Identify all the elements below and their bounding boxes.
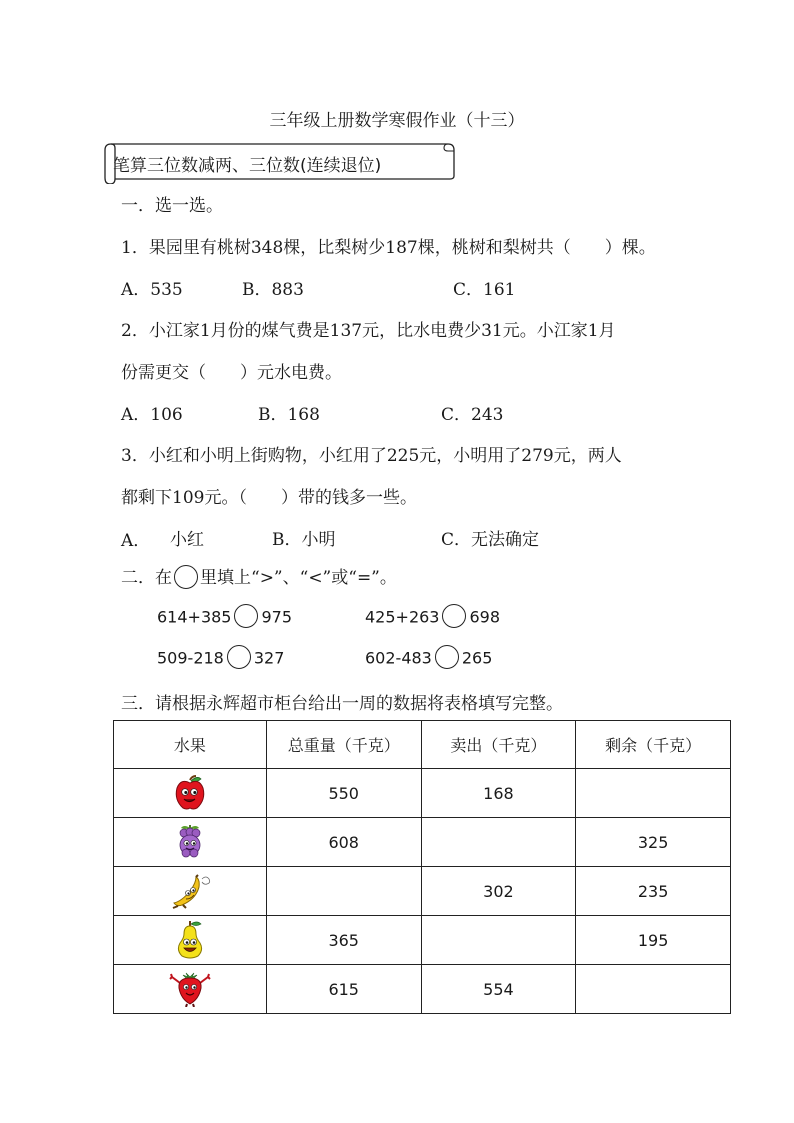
compare-left: 509-218	[157, 648, 224, 668]
page-title: 三年级上册数学寒假作业（十三）	[269, 111, 525, 131]
compare-right: 975	[261, 607, 293, 627]
q1-option-c: C．161	[453, 280, 516, 300]
answer-circle[interactable]	[234, 604, 258, 628]
compare-left: 602-483	[365, 648, 432, 668]
banana-icon	[168, 873, 212, 909]
pear-icon	[174, 920, 206, 960]
q2-option-b: B．168	[258, 405, 320, 425]
answer-circle[interactable]	[227, 645, 251, 669]
column-header-left: 剩余（千克）	[576, 721, 731, 769]
table-row	[114, 818, 731, 867]
column-header-fruit: 水果	[114, 721, 267, 769]
compare-left: 425+263	[365, 607, 440, 627]
sold-cell[interactable]: 302	[421, 867, 576, 916]
q3-option-a: A．	[121, 531, 151, 551]
grapes-icon	[175, 824, 205, 860]
sold-cell[interactable]: 168	[421, 769, 576, 818]
table-row	[114, 965, 731, 1014]
compare-right: 327	[253, 648, 285, 668]
section2-heading	[121, 563, 397, 591]
q3-line1: 3．小红和小明上街购物，小红用了225元，小明用了279元，两人	[121, 446, 622, 466]
fruit-cell	[114, 818, 267, 867]
column-header-sold: 卖出（千克）	[421, 721, 576, 769]
compare-item-4	[365, 647, 492, 671]
section3-heading: 三．请根据永辉超市柜台给出一周的数据将表格填写完整。	[121, 694, 563, 714]
left-cell[interactable]	[576, 769, 731, 818]
column-header-total: 总重量（千克）	[266, 721, 421, 769]
strawberry-icon	[168, 971, 212, 1007]
compare-item-1	[157, 606, 292, 630]
q3-option-a-text: 小红	[170, 530, 204, 550]
fruit-cell	[114, 769, 267, 818]
compare-right: 698	[469, 607, 501, 627]
q2-option-a: A．106	[121, 405, 183, 425]
q1-option-a: A．535	[121, 280, 183, 300]
compare-right: 265	[461, 648, 493, 668]
fruit-cell	[114, 867, 267, 916]
q3-option-b: B．小明	[272, 530, 336, 550]
table-row	[114, 916, 731, 965]
q3-line2: 都剩下109元。（ ）带的钱多一些。	[121, 488, 417, 508]
section1-heading: 一．选一选。	[121, 196, 223, 216]
q1-option-b: B．883	[242, 280, 304, 300]
left-cell[interactable]: 235	[576, 867, 731, 916]
section2-prefix: 二．在	[121, 568, 172, 588]
total-cell[interactable]: 365	[266, 916, 421, 965]
q1-text: 1．果园里有桃树348棵，比梨树少187棵，桃树和梨树共（ ）棵。	[121, 238, 656, 258]
compare-item-3	[157, 647, 284, 671]
topic-banner	[103, 138, 455, 184]
compare-item-2	[365, 606, 500, 630]
fruit-cell	[114, 965, 267, 1014]
topic-text: 笔算三位数减两、三位数(连续退位)	[113, 156, 382, 176]
left-cell[interactable]: 195	[576, 916, 731, 965]
table-header-row	[114, 721, 731, 769]
fruit-table	[113, 720, 731, 1014]
sold-cell[interactable]	[421, 916, 576, 965]
q2-option-c: C．243	[441, 405, 504, 425]
sold-cell[interactable]	[421, 818, 576, 867]
fruit-cell	[114, 916, 267, 965]
total-cell[interactable]: 550	[266, 769, 421, 818]
left-cell[interactable]	[576, 965, 731, 1014]
table-row	[114, 867, 731, 916]
compare-left: 614+385	[157, 607, 232, 627]
section2-suffix: 里填上“>”、“<”或“=”。	[200, 568, 397, 588]
apple-icon	[173, 775, 207, 811]
q2-line1: 2．小江家1月份的煤气费是137元，比水电费少31元。小江家1月	[121, 321, 616, 341]
answer-circle[interactable]	[435, 645, 459, 669]
total-cell[interactable]: 615	[266, 965, 421, 1014]
answer-circle[interactable]	[442, 604, 466, 628]
answer-circle-icon	[174, 565, 198, 589]
q2-line2: 份需更交（ ）元水电费。	[121, 363, 342, 383]
q3-option-c: C．无法确定	[441, 530, 540, 550]
sold-cell[interactable]: 554	[421, 965, 576, 1014]
total-cell[interactable]: 608	[266, 818, 421, 867]
table-row	[114, 769, 731, 818]
left-cell[interactable]: 325	[576, 818, 731, 867]
total-cell[interactable]	[266, 867, 421, 916]
